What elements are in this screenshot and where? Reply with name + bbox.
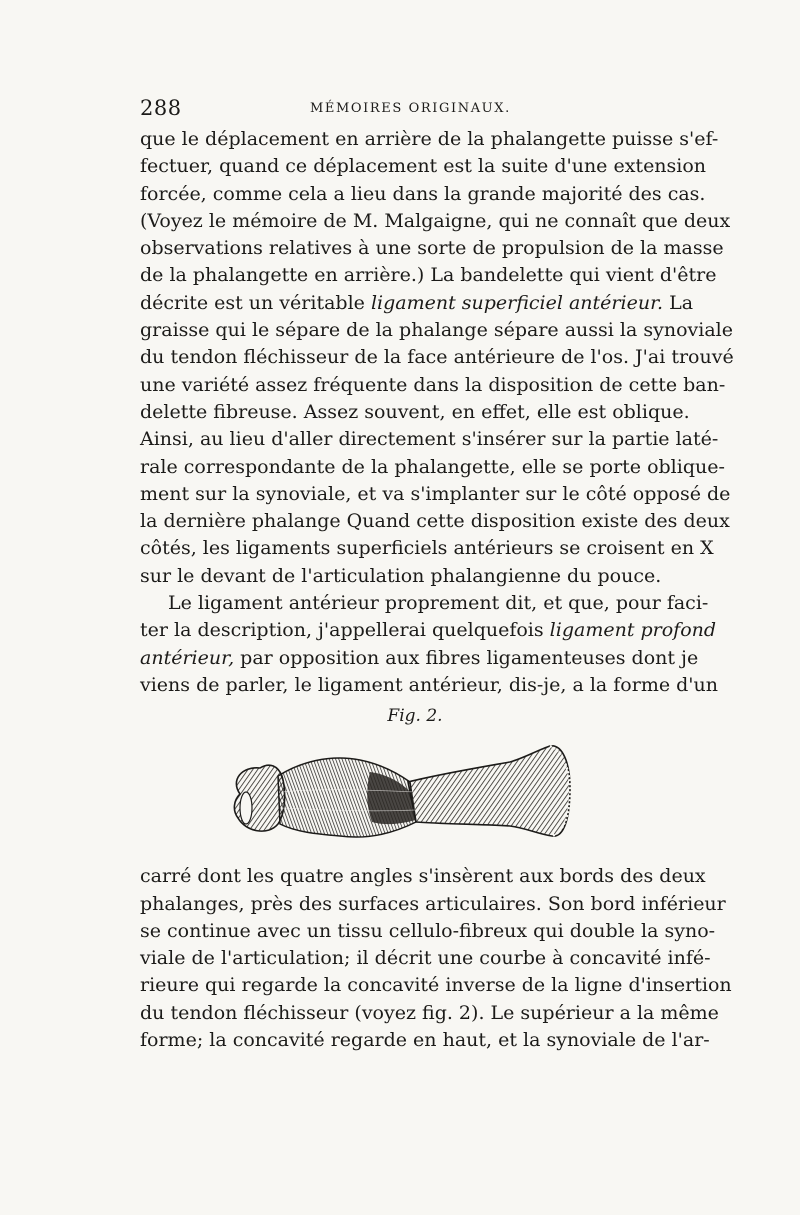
page-number: 288 [140, 96, 182, 120]
running-title: MÉMOIRES ORIGINAUX. [310, 101, 511, 116]
text-line: viens de parler, le ligament antérieur, dis-je, a la forme d'un [140, 673, 718, 696]
text-line: viale de l'articulation; il décrit une courbe à concavité infé- [140, 947, 711, 970]
text-line: une variété assez fréquente dans la disposition de cette ban- [140, 373, 726, 396]
text-run: décrite est un véritable [140, 291, 371, 314]
text-line: ment sur la synoviale, et va s'implanter sur le côté opposé de [140, 482, 731, 505]
text-line: rale correspondante de la phalangette, elle se porte oblique- [140, 455, 725, 478]
thumb-bone-engraving [220, 732, 580, 860]
text-line: la dernière phalange Quand cette disposition existe des deux [140, 510, 730, 533]
joint-dark-area-shape [367, 772, 416, 824]
italic-term: antérieur, [140, 646, 235, 669]
text-line: se continue avec un tissu cellulo-fibreux qui double la syno- [140, 919, 716, 942]
text-line: Ainsi, au lieu d'aller directement s'insérer sur la partie laté- [140, 428, 719, 451]
figure-caption: Fig. 2. [387, 706, 443, 727]
text-line: que le déplacement en arrière de la phalangette puisse s'ef- [140, 128, 719, 150]
italic-term: ligament superficiel antérieur. [370, 291, 664, 314]
text-line [140, 645, 699, 672]
text-line: (Voyez le mémoire de M. Malgaigne, qui ne connaît que deux [140, 209, 731, 232]
paragraph-3 [140, 863, 732, 1054]
text-line: de la phalangette en arrière.) La bandelette qui vient d'être [140, 264, 717, 287]
text-line: forme; la concavité regarde en haut, et la synoviale de l'ar- [140, 1029, 710, 1052]
text-run: par opposition aux fibres ligamenteuses dont je [234, 646, 699, 669]
text-line: Le ligament antérieur proprement dit, et que, pour faci- [168, 592, 709, 615]
text-line: du tendon fléchisseur (voyez fig. 2). Le supérieur a la même [140, 1001, 719, 1024]
book-page [140, 96, 734, 1054]
text-line: du tendon fléchisseur de la face antérieure de l'os. J'ai trouvé [140, 346, 734, 369]
text-line: rieure qui regarde la concavité inverse de la ligne d'insertion [140, 974, 732, 997]
text-line: phalanges, près des surfaces articulaires. Son bord inférieur [140, 892, 726, 915]
italic-term: ligament profond [549, 619, 717, 642]
text-line: delette fibreuse. Assez souvent, en effet, elle est oblique. [140, 400, 690, 423]
text-line [140, 617, 717, 644]
text-line: forcée, comme cela a lieu dans la grande majorité des cas. [140, 182, 706, 205]
text-line: carré dont les quatre angles s'insèrent aux bords des deux [140, 865, 706, 888]
text-line [140, 290, 694, 317]
text-line: fectuer, quand ce déplacement est la suite d'une extension [140, 155, 707, 178]
text-line: graisse qui le sépare de la phalange sépare aussi la synoviale [140, 319, 733, 342]
paragraph-1 [140, 126, 734, 590]
text-line: observations relatives à une sorte de propulsion de la masse [140, 237, 724, 260]
text-run: La [663, 291, 694, 314]
text-line: sur le devant de l'articulation phalangienne du pouce. [140, 564, 662, 587]
figure-thumb-bone [140, 732, 660, 860]
proximal-phalanx-shape [408, 746, 570, 836]
text-run: ter la description, j'appellerai quelquefois [140, 619, 550, 642]
paragraph-2 [140, 590, 718, 699]
page-header [140, 96, 660, 126]
distal-nail-tip-shape [240, 792, 252, 824]
text-line: côtés, les ligaments superficiels antérieurs se croisent en X [140, 537, 714, 560]
